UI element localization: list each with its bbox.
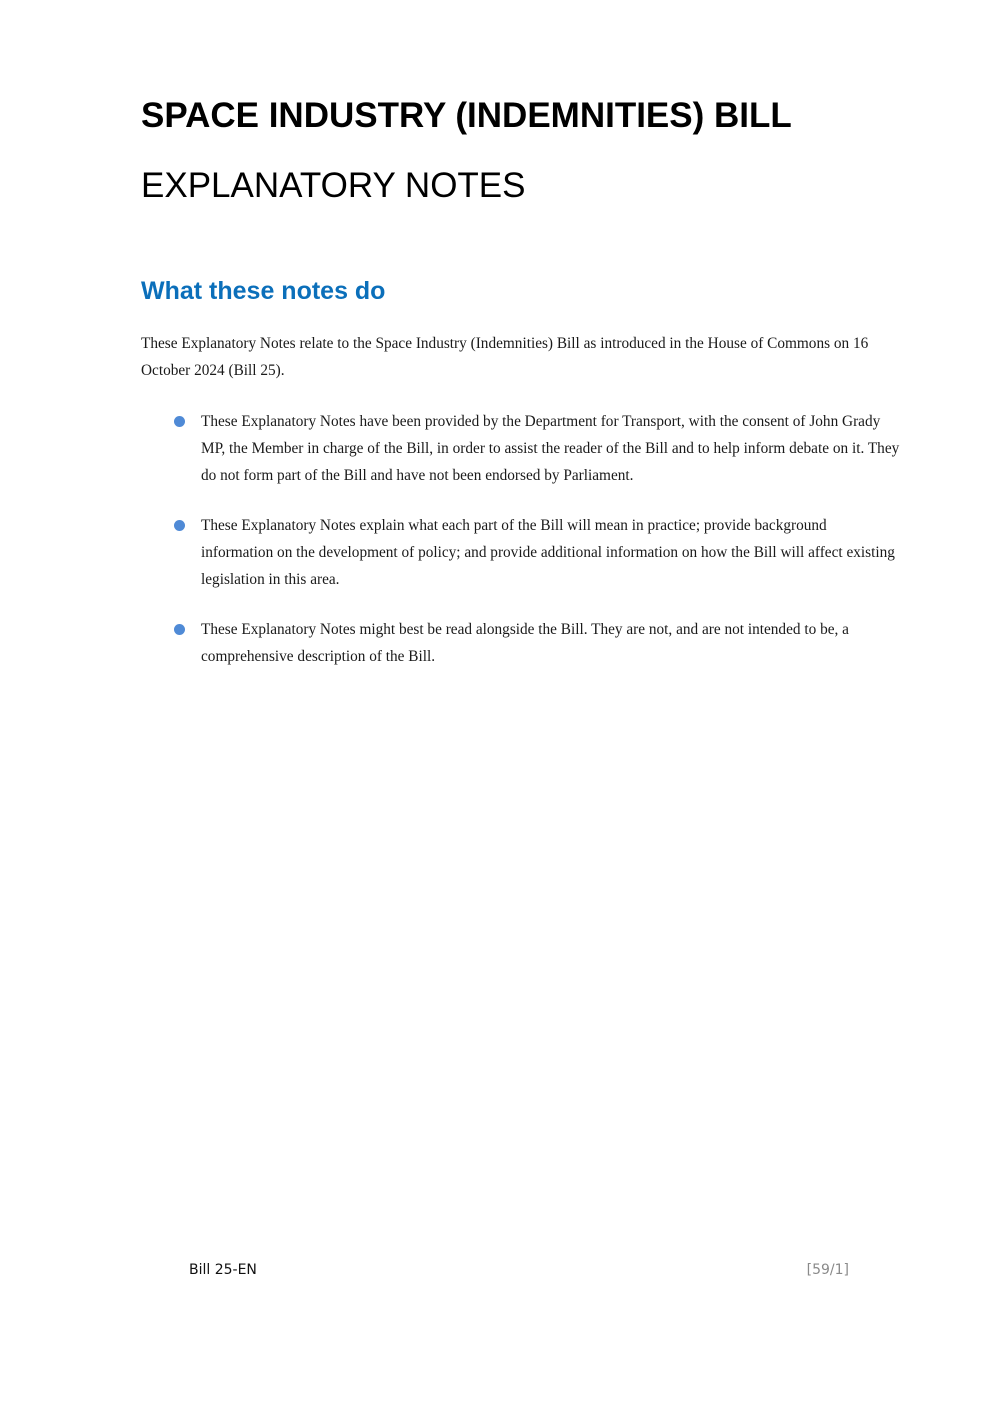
bullet-item <box>0 408 991 489</box>
bullet-list <box>0 408 991 693</box>
section-heading: What these notes do <box>141 277 386 305</box>
document-subtitle: EXPLANATORY NOTES <box>141 166 526 205</box>
intro-paragraph: These Explanatory Notes relate to the Space Industry (Indemnities) Bill as introduced in the House of Commons on 16 October 2024 (Bill 25). <box>141 335 869 379</box>
bullet-text: These Explanatory Notes explain what each part of the Bill will mean in practice; provide background information on the development of policy; and provide additional information on how the Bill will affect existing legislation in this area. <box>201 517 895 588</box>
bullet-dot-icon <box>174 416 185 427</box>
bullet-text: These Explanatory Notes might best be read alongside the Bill. They are not, and are not intended to be, a comprehensive description of the Bill. <box>201 621 849 665</box>
bullet-item <box>0 512 991 593</box>
footer-bill-reference: Bill 25-EN <box>189 1262 257 1278</box>
footer-print-code: [59/1] <box>806 1262 849 1278</box>
bullet-dot-icon <box>174 520 185 531</box>
bullet-text: These Explanatory Notes have been provided by the Department for Transport, with the consent of John Grady MP, the Member in charge of the Bill, in order to assist the reader of the Bill and to help inform debate on it. They do not form part of the Bill and have not been endorsed by Parliament. <box>201 413 900 484</box>
document-title: SPACE INDUSTRY (INDEMNITIES) BILL <box>141 96 792 135</box>
bullet-dot-icon <box>174 624 185 635</box>
bullet-item <box>0 616 991 670</box>
